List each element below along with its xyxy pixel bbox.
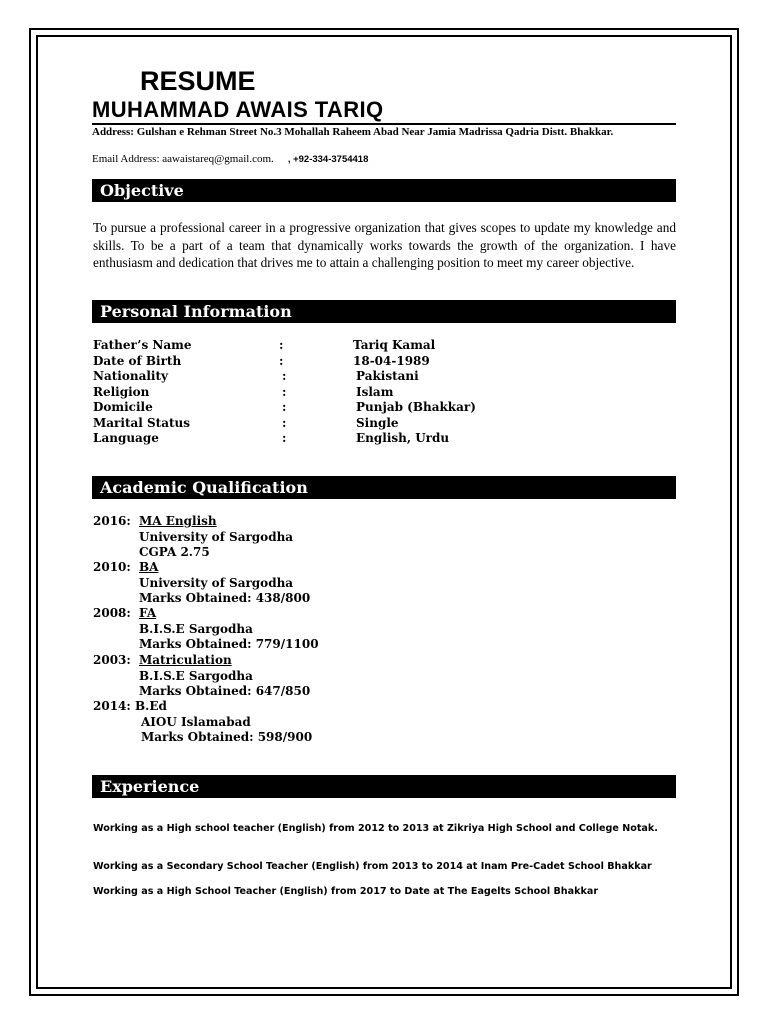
field-separator: : <box>282 431 287 445</box>
field-value: Islam <box>356 384 394 399</box>
qualification-degree: Matriculation <box>139 653 232 667</box>
field-label: Language <box>93 431 159 445</box>
personal-info-row <box>0 416 768 432</box>
field-separator: : <box>282 415 287 430</box>
experience-item: Working as a High School Teacher (English) from 2017 to Date at The Eagelts School Bhakkar <box>93 886 599 897</box>
field-value: 18-04-1989 <box>353 353 430 368</box>
field-separator: : <box>282 400 287 414</box>
field-label: Father’s Name <box>93 338 192 352</box>
name-underline <box>92 123 676 125</box>
section-heading-personal-information: Personal Information <box>92 300 676 323</box>
personal-info-row <box>0 385 768 401</box>
experience-item: Working as a High school teacher (English) from 2012 to 2013 at Zikriya High School and College Notak. <box>93 823 658 834</box>
field-value: Tariq Kamal <box>353 338 436 352</box>
qualification-year: 2008: <box>93 606 131 620</box>
section-heading-objective: Objective <box>92 179 676 202</box>
personal-info-row <box>0 400 768 416</box>
address-text: Address: Gulshan e Rehman Street No.3 Mohallah Raheem Abad Near Jamia Madrissa Qadria Distt. Bhakkar. <box>92 126 614 138</box>
field-value: English, Urdu <box>356 431 450 445</box>
qualification-institution: University of Sargodha <box>139 575 294 590</box>
experience-item: Working as a Secondary School Teacher (English) from 2013 to 2014 at Inam Pre-Cadet School Bhakkar <box>93 861 652 872</box>
qualification-year-degree: 2014: B.Ed <box>93 699 167 713</box>
contact-line <box>92 153 368 166</box>
field-value: Pakistani <box>356 369 419 383</box>
qualification-year: 2016: <box>93 514 131 528</box>
document-title: RESUME <box>140 66 256 96</box>
personal-info-row <box>0 354 768 370</box>
field-value: Single <box>356 415 399 430</box>
objective-paragraph: To pursue a professional career in a progressive organization that gives scopes to update my knowledge and skills. To be a part of a team that dynamically works towards the growth of the organization. I have enthusiasm and dedication that drives me to attain a challenging position to meet my career objective. <box>93 220 676 271</box>
field-separator: : <box>282 369 287 383</box>
field-label: Domicile <box>93 400 153 414</box>
qualification-institution: University of Sargodha <box>139 529 294 544</box>
qualification-degree: FA <box>139 606 157 620</box>
email-text: Email Address: aawaistareq@gmail.com. <box>92 153 274 165</box>
field-label: Marital Status <box>93 415 191 430</box>
qualification-degree: BA <box>139 560 159 574</box>
qualification-result: Marks Obtained: 598/900 <box>141 730 313 744</box>
qualification-result: Marks Obtained: 647/850 <box>139 684 311 698</box>
field-separator: : <box>282 384 287 399</box>
field-label: Religion <box>93 384 150 399</box>
field-label: Date of Birth <box>93 353 182 368</box>
phone-text: , +92-334-3754418 <box>287 154 369 165</box>
section-heading-experience: Experience <box>92 775 676 798</box>
qualification-result: Marks Obtained: 438/800 <box>139 591 311 605</box>
qualification-year: 2003: <box>93 653 131 667</box>
section-heading-academic-qualification: Academic Qualification <box>92 476 676 499</box>
field-separator: : <box>279 353 284 368</box>
qualification-result: CGPA 2.75 <box>139 545 210 559</box>
qualification-institution: B.I.S.E Sargodha <box>139 621 253 636</box>
field-value: Punjab (Bhakkar) <box>356 400 476 414</box>
qualification-institution: AIOU Islamabad <box>141 714 251 729</box>
qualification-institution: B.I.S.E Sargodha <box>139 668 253 683</box>
personal-info-row <box>0 338 768 354</box>
personal-info-row <box>0 369 768 385</box>
qualification-year: 2010: <box>93 560 131 574</box>
field-label: Nationality <box>93 369 168 383</box>
candidate-name: MUHAMMAD AWAIS TARIQ <box>92 97 384 122</box>
field-separator: : <box>279 338 284 352</box>
qualification-degree: MA English <box>139 514 217 528</box>
personal-info-row <box>0 431 768 447</box>
qualification-result: Marks Obtained: 779/1100 <box>139 637 319 651</box>
